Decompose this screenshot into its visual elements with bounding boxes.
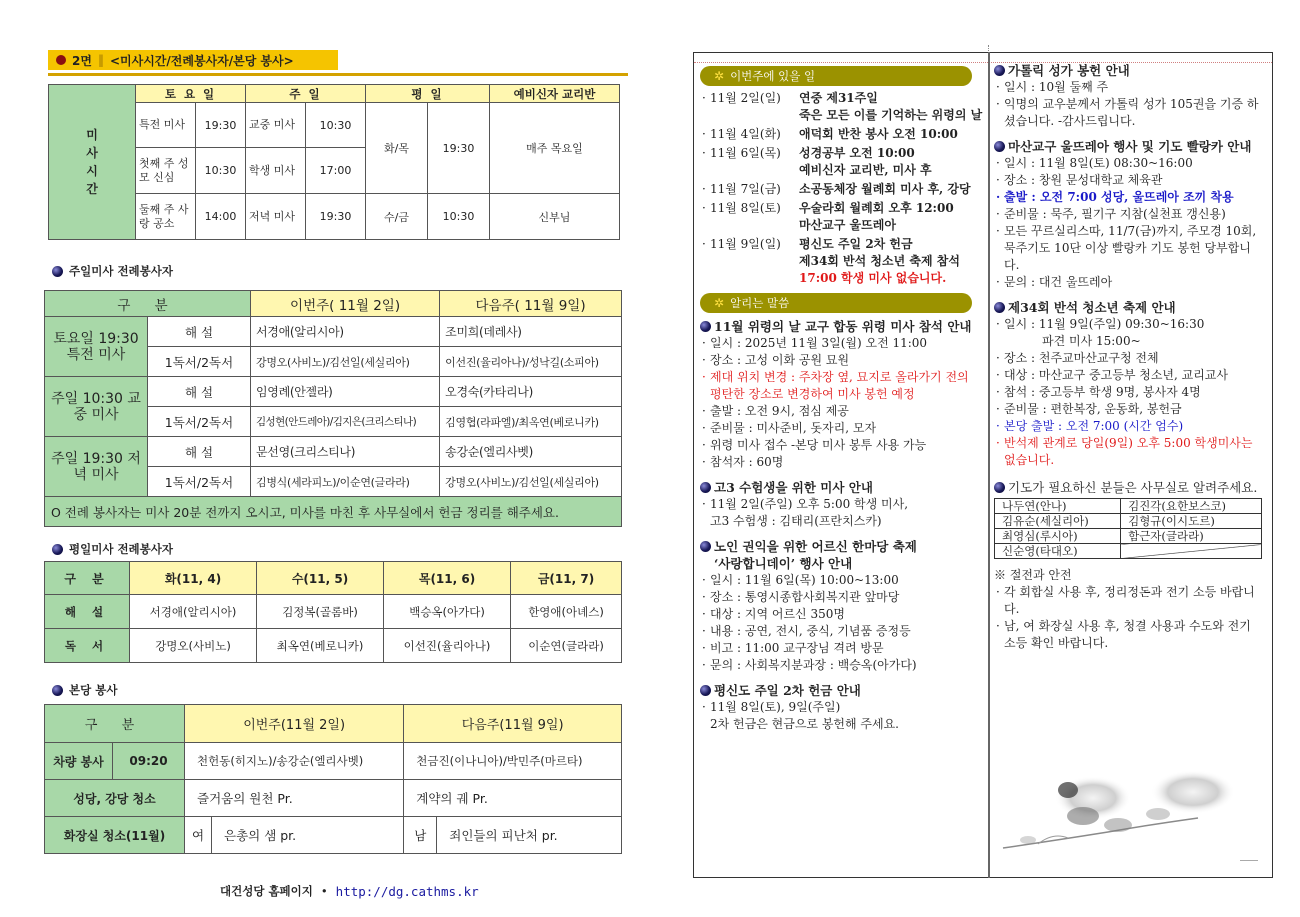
this-week-banner: ✲ 이번주에 있을 일 (700, 66, 972, 86)
server-name: 조미희(데레사) (440, 317, 622, 347)
prayer-names-table (994, 498, 1262, 559)
col-catechumen: 예비신자 교리반 (490, 85, 620, 103)
elder-festival-notice: 노인 권익을 위한 어르신 한마당 축제 ‘사랑합니데이’ 행사 안내 · 일시 : 11월 6일(목) 10:00~13:00 · 장소 : 통영시종합사회복지관 앞마당 · 대상 : 지역 어르신 350명 · 내용 : 공연, 전시, 중식, 기념품 증정등 · 비고 : 11:00 교구장님 격려 방문 · 문의 : 사회복지분과장 : 백승옥(아가다) (700, 538, 984, 674)
sun-mass-label: 교중 미사 (246, 103, 306, 148)
header-category: 구 분 (45, 562, 130, 595)
server-name: 서경애(알리시아) (251, 317, 440, 347)
server-name: 김병식(세라피노)/이순연(글라라) (251, 467, 440, 497)
weekday-time: 19:30 (428, 103, 490, 194)
page-title: <미사시간/전례봉사자/본당 봉사> (109, 53, 294, 68)
notices-banner: ✲ 알리는 말씀 (700, 293, 972, 313)
bullet-ball-icon (994, 141, 1005, 152)
header-wed: 수(11, 5) (257, 562, 384, 595)
prayer-name: 김유순(세실리아) (995, 514, 1121, 529)
homepage-label: 대건성당 홈페이지 (220, 884, 313, 898)
role-label: 1독서/2독서 (148, 467, 251, 497)
col-weekday: 평 일 (366, 85, 490, 103)
weekday-servers-title: 평일미사 전례봉사자 (52, 541, 173, 557)
sparkle-icon: ✲ (714, 295, 725, 310)
mass-times-label: 미 사 시 간 (49, 85, 136, 240)
sun-mass-label: 학생 미사 (246, 148, 306, 194)
weekday-label: 화/목 (366, 103, 428, 194)
bullet-ball-icon (52, 685, 63, 696)
right-right-column (994, 62, 1266, 652)
server-name: 김영협(라파엘)/최옥연(베로니카) (440, 407, 622, 437)
prayer-name: 나두연(안나) (995, 499, 1121, 514)
schedule-item: · 11월 6일(목) 성경공부 오전 10:00 예비신자 교리반, 미사 후 (700, 145, 984, 179)
bullet-ball-icon (52, 544, 63, 555)
role-label: 1독서/2독서 (148, 347, 251, 377)
server-name: 이선진(율리아나) (384, 629, 511, 663)
parish-service-title: 본당 봉사 (52, 682, 117, 698)
weekday-time: 10:30 (428, 194, 490, 240)
sun-mass-time: 19:30 (306, 194, 366, 240)
bullet-ball-icon (994, 302, 1005, 313)
page-number: 2면 (72, 53, 92, 68)
role-label: 독 서 (45, 629, 130, 663)
prayer-name: 함근자(글라라) (1121, 529, 1262, 544)
restroom-label: 화장실 청소(11월) (45, 817, 185, 854)
sat-mass-label: 첫째 주 성모 신심 (136, 148, 196, 194)
sat-mass-label: 둘째 주 사랑 공소 (136, 194, 196, 240)
column-divider (988, 52, 990, 878)
schedule-item: · 11월 2일(일) 연중 제31주일 죽은 모든 이를 기억하는 위령의 날 (700, 90, 984, 124)
red-dot-icon (56, 55, 66, 65)
vehicle-time: 09:20 (113, 743, 185, 780)
parish-service-table (44, 704, 622, 854)
sat-mass-label: 특전 미사 (136, 103, 196, 148)
prayer-name: 최영심(루시아) (995, 529, 1121, 544)
role-label: 1독서/2독서 (148, 407, 251, 437)
sat-mass-time: 14:00 (196, 194, 246, 240)
bullet-ball-icon (700, 321, 711, 332)
sun-mass-time: 17:00 (306, 148, 366, 194)
schedule-item: · 11월 7일(금) 소공동체장 월례회 미사 후, 강당 (700, 181, 984, 198)
role-label: 해 설 (45, 595, 130, 629)
schedule-item: · 11월 4일(화) 애덕회 반찬 봉사 오전 10:00 (700, 126, 984, 143)
footer-bullet: • (320, 884, 328, 898)
sat-mass-time: 19:30 (196, 103, 246, 148)
schedule-item: · 11월 8일(토) 우술라회 월례회 오후 12:00 마산교구 울뜨레아 (700, 200, 984, 234)
this-week-schedule (700, 90, 984, 287)
server-name: 오경숙(카타리나) (440, 377, 622, 407)
restroom-next-week: 죄인들의 피난처 pr. (437, 817, 622, 854)
col-saturday: 토 요 일 (136, 85, 246, 103)
server-name: 송강순(엘리사벳) (440, 437, 622, 467)
header-category: 구 분 (45, 291, 251, 317)
vehicle-label: 차량 봉사 (45, 743, 113, 780)
sunday-servers-table (44, 290, 622, 527)
laity-sunday-notice: 평신도 주일 2차 헌금 안내 · 11월 8일(토), 9일(주일) 2차 헌금은 현금으로 봉헌해 주세요. (700, 682, 984, 733)
prayer-name: 신순영(타대오) (995, 544, 1121, 559)
group-label: 주일 10:30 교중 미사 (45, 377, 148, 437)
youth-festival-notice: 제34회 반석 청소년 축제 안내 · 일시 : 11월 9일(주일) 09:30~16:30 파견 미사 15:00~ · 장소 : 천주교마산교구청 전체 · 대상 : 마산교구 중고등부 청소년, 교리교사 · 참석 : 중고등부 학생 9명, 봉사자 4명 · 준비물 : 편한복장, 운동화, 봉헌금 · 본당 출발 : 오전 7:00 (시간 엄수) · 반석제 관계로 당일(9일) 오후 5:00 학생미사는 없습니다. (994, 299, 1266, 469)
hymnal-notice: 가톨릭 성가 봉헌 안내 · 일시 : 10월 둘째 주 · 익명의 교우분께서 가톨릭 성가 105권을 기증 하셨습니다. -감사드립니다. (994, 62, 1266, 130)
right-left-column (700, 66, 984, 733)
restroom-sex: 여 (185, 817, 212, 854)
prayer-name: 김진각(요한보스코) (1121, 499, 1262, 514)
cleaning-label: 성당, 강당 청소 (45, 780, 185, 817)
memorial-mass-notice: 11월 위령의 날 교구 합동 위령 미사 참석 안내 · 일시 : 2025년 11월 3일(월) 오전 11:00 · 장소 : 고성 이화 공원 묘원 · 제대 위치 변경 : 주차장 옆, 묘지로 올라가기 전의 평탄한 장소로 변경하여 미사 봉헌 예정 · 출발 : 오전 9시, 점심 제공 · 준비물 : 미사준비, 돗자리, 모자 · 위령 미사 접수 -본당 미사 봉투 사용 가능 · 참석자 : 60명 (700, 318, 984, 471)
weekday-servers-table (44, 561, 622, 663)
energy-safety-notice: ※ 절전과 안전 · 각 회합실 사용 후, 정리정돈과 전기 소등 바랍니다. · 남, 여 화장실 사용 후, 청결 사용과 수도와 전기 소등 확인 바랍니다. (994, 567, 1266, 652)
catechumen-teacher: 신부님 (490, 194, 620, 240)
server-name: 문선영(크리스티나) (251, 437, 440, 467)
server-name: 백승옥(아가다) (384, 595, 511, 629)
mass-times-table (48, 84, 620, 240)
artist-signature (1240, 860, 1258, 861)
sunday-servers-title: 주일미사 전례봉사자 (52, 263, 173, 279)
header-tue: 화(11, 4) (130, 562, 257, 595)
header-this-week: 이번주(11월 2일) (185, 705, 404, 743)
footer (220, 883, 479, 899)
sun-mass-label: 저녁 미사 (246, 194, 306, 240)
group-label: 주일 19:30 저녁 미사 (45, 437, 148, 497)
col-sunday: 주 일 (246, 85, 366, 103)
vehicle-this-week: 천헌동(히지노)/송강순(엘리사벳) (185, 743, 404, 780)
role-label: 해 설 (148, 317, 251, 347)
prayer-name: 김형규(이시도르) (1121, 514, 1262, 529)
sparkle-icon: ✲ (714, 68, 725, 83)
role-label: 해 설 (148, 377, 251, 407)
header-thu: 목(11, 6) (384, 562, 511, 595)
empty-diagonal-cell (1121, 544, 1262, 559)
group-label: 토요일 19:30 특전 미사 (45, 317, 148, 377)
vehicle-next-week: 천금진(이나니아)/박민주(마르타) (404, 743, 622, 780)
energy-safety-title: ※ 절전과 안전 (994, 568, 1072, 582)
sat-mass-time: 10:30 (196, 148, 246, 194)
server-name: 임영례(안젤라) (251, 377, 440, 407)
schedule-item: · 11월 9일(일) 평신도 주일 2차 헌금 제34회 반석 청소년 축제 참석 17:00 학생 미사 없습니다. (700, 236, 984, 287)
page-header (48, 50, 338, 70)
server-name: 한영애(아녜스) (511, 595, 622, 629)
bullet-ball-icon (700, 482, 711, 493)
exam-mass-notice: 고3 수험생을 위한 미사 안내 · 11월 2일(주일) 오후 5:00 학생 미사, 고3 수험생 : 김태리(프란치스카) (700, 479, 984, 530)
catechumen-day: 매주 목요일 (490, 103, 620, 194)
bullet-ball-icon (994, 482, 1005, 493)
header-this-week: 이번주( 11월 2일) (251, 291, 440, 317)
header-next-week: 다음주( 11월 9일) (440, 291, 622, 317)
server-name: 서경애(알리시아) (130, 595, 257, 629)
bullet-ball-icon (700, 685, 711, 696)
sun-mass-time: 10:30 (306, 103, 366, 148)
cleaning-next-week: 계약의 궤 Pr. (404, 780, 622, 817)
server-name: 최옥연(베로니카) (257, 629, 384, 663)
bullet-ball-icon (700, 541, 711, 552)
server-name: 김성현(안드레아)/김지은(크리스티나) (251, 407, 440, 437)
restroom-sex: 남 (404, 817, 437, 854)
role-label: 해 설 (148, 437, 251, 467)
server-name: 강명오(사비노)/김선일(세실리아) (251, 347, 440, 377)
separator: ‖ (97, 53, 104, 67)
server-name: 강명오(사비노)/김선일(세실리아) (440, 467, 622, 497)
bullet-ball-icon (994, 65, 1005, 76)
chrysanthemum-illustration (998, 770, 1260, 855)
header-category: 구 분 (45, 705, 185, 743)
server-name: 강명오(사비노) (130, 629, 257, 663)
homepage-link[interactable]: http://dg.cathms.kr (335, 883, 479, 899)
ultreya-notice: 마산교구 울뜨레아 행사 및 기도 빨랑카 안내 · 일시 : 11월 8일(토) 08:30~16:00 · 장소 : 창원 문성대학교 체육관 · 출발 : 오전 7:00 성당, 울뜨레아 조끼 착용 · 준비물 : 묵주, 필기구 지참(실천표 갱신용) · 모든 꾸르실리스따, 11/7(금)까지, 주모경 10회, 묵주기도 10단 이상 빨랑카 기도 봉헌 당부합니다. · 문의 : 대건 울뜨레아 (994, 138, 1266, 291)
restroom-this-week: 은총의 샘 pr. (212, 817, 404, 854)
prayer-request: 기도가 필요하신 분들은 사무실로 알려주세요. 나두연(안나) 김진각(요한보스코) 김유순(세실리아) 김형규(이시도르) 최영심(루시아) 함근자(글라라) 신순영(타대오) (994, 479, 1266, 559)
server-name: 김정복(골롬바) (257, 595, 384, 629)
bullet-ball-icon (52, 266, 63, 277)
header-rule (48, 73, 628, 76)
weekday-label: 수/금 (366, 194, 428, 240)
cleaning-this-week: 즐거움의 원천 Pr. (185, 780, 404, 817)
header-fri: 금(11, 7) (511, 562, 622, 595)
servers-note: O 전례 봉사자는 미사 20분 전까지 오시고, 미사를 마친 후 사무실에서 헌금 정리를 해주세요. (45, 497, 622, 527)
header-next-week: 다음주(11월 9일) (404, 705, 622, 743)
server-name: 이선진(율리아나)/성낙길(소피아) (440, 347, 622, 377)
server-name: 이순연(글라라) (511, 629, 622, 663)
